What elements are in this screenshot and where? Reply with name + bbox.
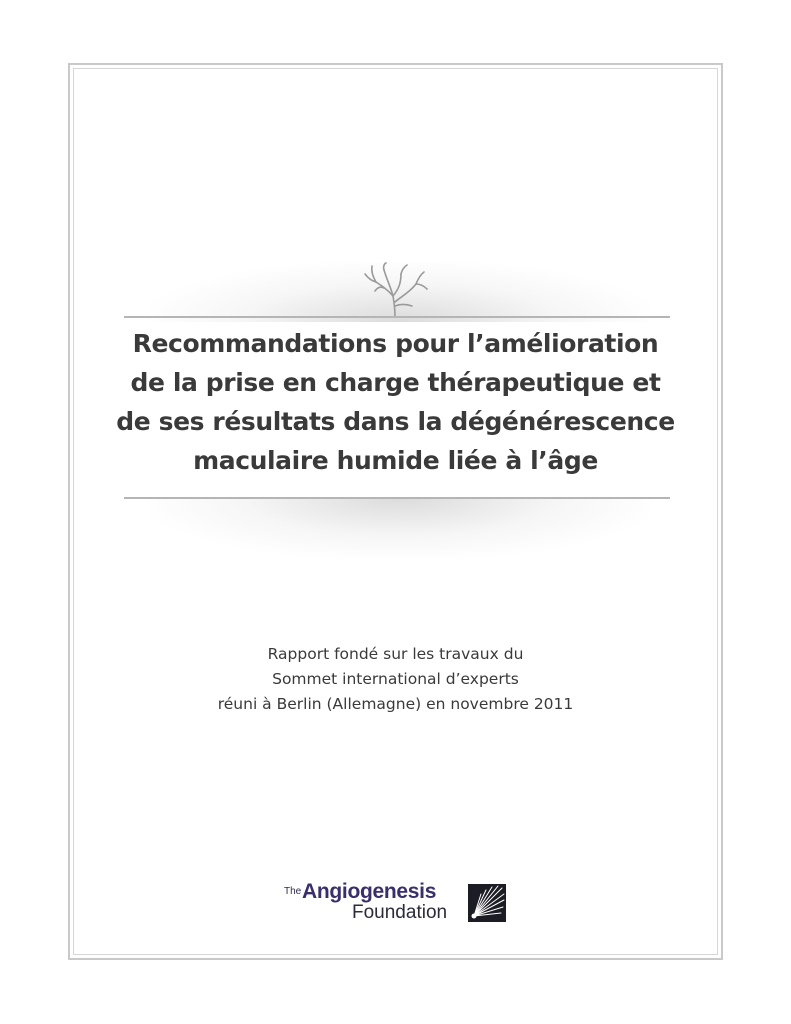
title-line: maculaire humide liée à l’âge: [193, 446, 598, 475]
starburst-icon: [468, 884, 506, 922]
subtitle-line: Sommet international d’experts: [272, 670, 519, 688]
logo-name: Angiogenesis: [302, 880, 437, 903]
subtitle-line: réuni à Berlin (Allemagne) en novembre 2011: [217, 695, 574, 713]
tree-icon: [360, 262, 430, 317]
title-shadow-bottom: [150, 498, 650, 558]
title-rule-top: [124, 316, 670, 318]
title-line: de ses résultats dans la dégénérescence: [116, 407, 675, 436]
title-line: de la prise en charge thérapeutique et: [130, 368, 661, 397]
foundation-logo: [284, 882, 514, 928]
logo-foundation: Foundation: [352, 902, 448, 923]
subtitle-line: Rapport fondé sur les travaux du: [267, 645, 524, 663]
title-rule-bottom: [124, 497, 670, 499]
document-title: [100, 324, 691, 480]
report-subtitle: [140, 642, 651, 717]
title-line: Recommandations pour l’amélioration: [132, 329, 659, 358]
logo-the: The: [284, 886, 302, 897]
